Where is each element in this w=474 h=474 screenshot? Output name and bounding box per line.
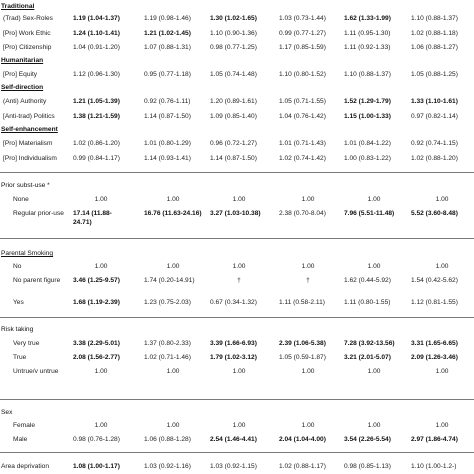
row-value: 1.11 (0.95-1.30) (344, 30, 391, 37)
row-value: 2.38 (0.70-8.04) (279, 210, 326, 217)
row-value: 1.00 (367, 263, 381, 270)
row-value: 0.98 (0.85-1.13) (344, 463, 391, 470)
row-label: No (13, 263, 22, 270)
row-label: (Trad) Sex-Roles (3, 15, 53, 22)
row-value: 1.01 (0.84-1.22) (344, 140, 391, 147)
row-label: Untrue/v untrue (13, 368, 59, 375)
divider (0, 172, 474, 173)
row-value: 1.00 (94, 196, 108, 203)
row-value: 1.14 (0.93-1.41) (144, 155, 191, 162)
row-value: 1.62 (1.33-1.99) (344, 15, 391, 22)
row-value: 1.21 (1.02-1.45) (144, 30, 191, 37)
row-value: 1.00 (435, 368, 449, 375)
row-value: 1.15 (1.00-1.33) (344, 113, 391, 120)
row-label: None (13, 196, 29, 203)
divider (0, 317, 474, 318)
row-value: 0.95 (0.77-1.18) (144, 71, 191, 78)
row-value: 1.02 (0.74-1.42) (279, 155, 326, 162)
row-value: 5.52 (3.60-8.48) (411, 210, 458, 217)
row-value: 3.21 (2.01-5.07) (344, 354, 391, 361)
row-value: 2.54 (1.46-4.41) (210, 436, 257, 443)
row-value: 1.00 (94, 422, 108, 429)
row-value: 0.92 (0.74-1.15) (411, 140, 458, 147)
row-value: 1.00 (367, 196, 381, 203)
section-humanitarian: Humanitarian (1, 57, 44, 64)
row-value: 1.05 (0.71-1.55) (279, 98, 326, 105)
row-value: 1.21 (1.05-1.39) (73, 98, 120, 105)
table-row (0, 43, 474, 54)
row-value: 1.30 (1.02-1.65) (210, 15, 257, 22)
row-value: 1.00 (232, 196, 246, 203)
row-value: 0.92 (0.76-1.11) (144, 98, 191, 105)
row-label: Yes (13, 299, 24, 306)
row-label: (Anti) Authority (3, 98, 47, 105)
row-label: Male (13, 436, 28, 443)
table-row (0, 29, 474, 40)
row-value: 1.52 (1.29-1.79) (344, 98, 391, 105)
row-value: 1.11 (0.58-2.11) (279, 299, 325, 306)
table-row (0, 195, 474, 206)
row-value: 1.00 (232, 263, 246, 270)
row-value: 1.20 (0.89-1.61) (210, 98, 257, 105)
table-row (0, 70, 474, 81)
row-value: 2.04 (1.04-4.00) (279, 436, 326, 443)
section-parental-smoking: Parental Smoking (1, 250, 54, 257)
row-value: 3.31 (1.65-6.65) (411, 340, 458, 347)
row-value: 0.99 (0.84-1.17) (73, 155, 120, 162)
row-value: 1.03 (0.73-1.44) (279, 15, 326, 22)
table-row (0, 298, 474, 309)
row-value: 1.38 (1.21-1.59) (73, 113, 120, 120)
row-value: 0.98 (0.76-1.28) (73, 436, 120, 443)
row-value: 1.02 (0.88-1.17) (279, 463, 326, 470)
row-value: 2.09 (1.26-3.46) (411, 354, 458, 361)
row-value: 1.03 (0.92-1.16) (144, 463, 191, 470)
table-row (0, 435, 474, 446)
row-value: 1.11 (0.80-1.55) (344, 299, 391, 306)
row-value: 3.54 (2.26-5.54) (344, 436, 391, 443)
row-value: 1.00 (301, 368, 315, 375)
row-value: 1.02 (0.88-1.18) (411, 30, 458, 37)
row-value: 17.14 (11.88-24.71) (73, 210, 112, 226)
row-value: 0.96 (0.72-1.27) (210, 140, 257, 147)
row-value: 1.00 (301, 263, 315, 270)
row-label: No parent figure (13, 277, 61, 284)
table-row (0, 154, 474, 165)
row-value: 2.39 (1.06-5.38) (279, 340, 326, 347)
row-label: [Pro] Equity (3, 71, 38, 78)
row-label: [Pro] Individualism (3, 155, 57, 162)
row-value: 1.10 (0.88-1.37) (344, 71, 391, 78)
row-value: 1.04 (0.76-1.42) (279, 113, 326, 120)
row-value: 1.00 (94, 368, 108, 375)
row-value: 3.39 (1.66-6.93) (210, 340, 257, 347)
row-value: 1.17 (0.85-1.59) (279, 44, 326, 51)
table-row (0, 97, 474, 108)
row-value: 3.38 (2.29-5.01) (73, 340, 120, 347)
divider (0, 399, 474, 400)
section-prior-subst-use: Prior subst-use * (1, 182, 50, 189)
table-row (0, 14, 474, 25)
row-value: 1.00 (435, 422, 449, 429)
section-self-enhancement: Self-enhancement (1, 126, 58, 133)
row-value: 1.54 (0.42-5.62) (411, 277, 458, 284)
table-row (0, 262, 474, 273)
row-value: 1.68 (1.19-2.39) (73, 299, 120, 306)
table-row (0, 339, 474, 350)
row-label: [Pro) Citizenship (3, 44, 52, 51)
row-value: 1.00 (0.83-1.22) (344, 155, 391, 162)
divider (0, 238, 474, 239)
table-row (0, 353, 474, 364)
row-value: 1.00 (232, 422, 246, 429)
row-value: 2.08 (1.56-2.77) (73, 354, 120, 361)
row-value: 2.97 (1.86-4.74) (411, 436, 458, 443)
section-risk-taking: Risk taking (1, 326, 34, 333)
row-value: 1.14 (0.87-1.50) (210, 155, 257, 162)
row-value: 1.07 (0.88-1.31) (144, 44, 191, 51)
row-value: 1.08 (1.00-1.17) (73, 463, 120, 470)
row-value: 0.67 (0.34-1.32) (210, 299, 257, 306)
row-value: 1.62 (0.44-5.92) (344, 277, 391, 284)
row-value: 1.00 (367, 368, 381, 375)
row-value: 1.00 (301, 422, 315, 429)
row-label: True (13, 354, 27, 361)
row-value: 1.10 (0.90-1.36) (210, 30, 257, 37)
row-value: 1.00 (166, 368, 180, 375)
row-label: Regular prior-use (13, 210, 64, 217)
row-value: 1.74 (0.20-14.91) (144, 277, 195, 284)
row-value: 1.05 (0.88-1.25) (411, 71, 458, 78)
row-value: 1.06 (0.88-1.27) (411, 44, 458, 51)
row-value: 1.02 (0.88-1.20) (411, 155, 458, 162)
section-self-direction: Self-direction (1, 84, 44, 91)
row-value: 1.79 (1.02-3.12) (210, 354, 257, 361)
row-value: 1.10 (1.00-1.2-) (411, 463, 457, 470)
row-value: 1.04 (0.91-1.20) (73, 44, 120, 51)
row-value: 1.12 (0.96-1.30) (73, 71, 120, 78)
divider (0, 452, 474, 453)
row-value: 1.05 (0.74-1.48) (210, 71, 257, 78)
row-value: 1.14 (0.87-1.50) (144, 113, 191, 120)
table-row (0, 276, 474, 296)
row-value: 0.99 (0.77-1.27) (279, 30, 326, 37)
row-value: 7.96 (5.51-11.48) (344, 210, 395, 217)
table-row (0, 112, 474, 123)
table-row (0, 209, 474, 229)
row-value: 1.24 (1.10-1.41) (73, 30, 120, 37)
row-label: Area deprivation (1, 463, 50, 470)
row-value: 1.37 (0.80-2.33) (144, 340, 191, 347)
row-value: 1.00 (435, 263, 449, 270)
row-value: 3.27 (1.03-10.38) (210, 210, 261, 217)
row-value: † (306, 277, 310, 284)
row-value: 1.11 (0.92-1.33) (344, 44, 391, 51)
table-row (0, 462, 474, 473)
row-value: 1.10 (0.88-1.37) (411, 15, 458, 22)
section-traditional: Traditional (1, 3, 35, 10)
row-value: 1.33 (1.10-1.61) (411, 98, 458, 105)
row-label: Female (13, 422, 35, 429)
row-value: 3.46 (1.25-9.57) (73, 277, 120, 284)
row-value: 0.98 (0.77-1.25) (210, 44, 257, 51)
row-value: 1.02 (0.86-1.20) (73, 140, 120, 147)
row-value: 1.00 (367, 422, 381, 429)
row-value: 1.02 (0.71-1.46) (144, 354, 191, 361)
table-row (0, 367, 474, 387)
row-value: 1.19 (1.04-1.37) (73, 15, 120, 22)
row-value: 1.00 (166, 263, 180, 270)
section-sex: Sex (1, 409, 13, 416)
row-value: 1.09 (0.85-1.40) (210, 113, 257, 120)
row-value: 1.23 (0.75-2.03) (144, 299, 191, 306)
row-label: Very true (13, 340, 40, 347)
row-value: 1.03 (0.92-1.15) (210, 463, 257, 470)
row-label: [Anti-trad) Politics (3, 113, 55, 120)
row-label: [Pro] Work Ethic (3, 30, 51, 37)
row-value: 1.00 (232, 368, 246, 375)
row-value: 16.76 (11.63-24.16) (144, 210, 202, 217)
row-value: 1.06 (0.88-1.28) (144, 436, 191, 443)
row-value: 1.01 (0.71-1.43) (279, 140, 326, 147)
table-row (0, 421, 474, 432)
row-value: 1.19 (0.98-1.46) (144, 15, 191, 22)
row-value: 1.10 (0.80-1.52) (279, 71, 326, 78)
row-value: 1.05 (0.59-1.87) (279, 354, 326, 361)
row-label: [Pro] Materialism (3, 140, 53, 147)
row-value: 1.00 (166, 196, 180, 203)
row-value: 1.00 (94, 263, 108, 270)
row-value: 1.12 (0.81-1.55) (411, 299, 458, 306)
row-value: 7.28 (3.92-13.56) (344, 340, 395, 347)
table-row (0, 139, 474, 150)
row-value: 1.00 (166, 422, 180, 429)
row-value: 1.00 (301, 196, 315, 203)
row-value: 1.01 (0.80-1.29) (144, 140, 191, 147)
row-value: 0.97 (0.82-1.14) (411, 113, 458, 120)
row-value: 1.00 (435, 196, 449, 203)
row-value: † (237, 277, 241, 284)
